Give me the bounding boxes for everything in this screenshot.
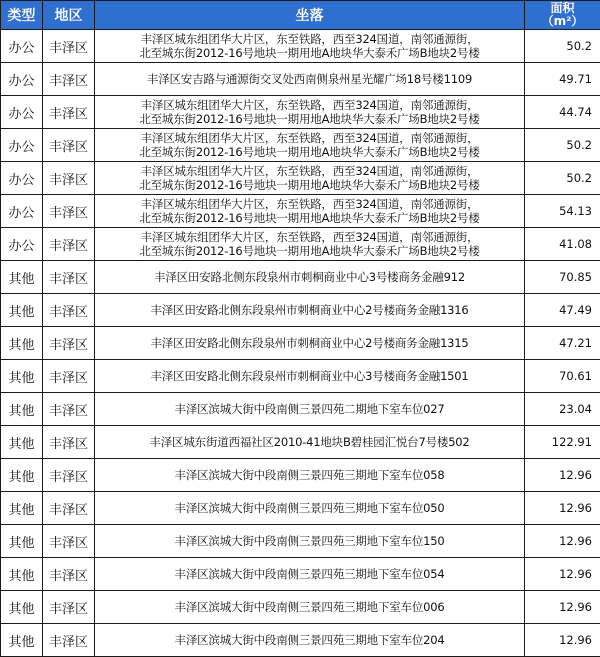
location-line: 丰泽区城东组团华大片区，东至铁路，西至324国道，南邻通源街， bbox=[95, 98, 524, 112]
cell-location bbox=[95, 426, 525, 459]
table-row bbox=[1, 492, 600, 525]
location-line: 丰泽区城东组团华大片区，东至铁路，西至324国道，南邻通源街， bbox=[95, 131, 524, 145]
cell-location bbox=[95, 393, 525, 426]
table-row bbox=[1, 195, 600, 228]
cell-type: 其他 bbox=[1, 558, 43, 591]
location-line: 北至城东街2012-16号地块一期用地A地块华大泰禾广场B地块2号楼 bbox=[95, 178, 524, 192]
cell-area: 50.2 bbox=[525, 30, 600, 63]
header-area bbox=[525, 1, 600, 30]
cell-area: 50.2 bbox=[525, 162, 600, 195]
cell-region: 丰泽区 bbox=[43, 360, 95, 393]
location-line: 北至城东街2012-16号地块一期用地A地块华大泰禾广场B地块2号楼 bbox=[95, 145, 524, 159]
cell-region: 丰泽区 bbox=[43, 591, 95, 624]
cell-location bbox=[95, 492, 525, 525]
header-area-label: 面积 bbox=[525, 2, 600, 15]
table-row bbox=[1, 228, 600, 261]
cell-location bbox=[95, 162, 525, 195]
table-row bbox=[1, 63, 600, 96]
cell-type: 其他 bbox=[1, 492, 43, 525]
cell-type: 办公 bbox=[1, 228, 43, 261]
cell-region: 丰泽区 bbox=[43, 30, 95, 63]
cell-type: 办公 bbox=[1, 162, 43, 195]
cell-region: 丰泽区 bbox=[43, 492, 95, 525]
table-row bbox=[1, 459, 600, 492]
cell-location bbox=[95, 525, 525, 558]
cell-location bbox=[95, 294, 525, 327]
location-line: 丰泽区田安路北侧东段泉州市刺桐商业中心2号楼商务金融1315 bbox=[95, 336, 524, 350]
cell-location bbox=[95, 459, 525, 492]
cell-area: 12.96 bbox=[525, 591, 600, 624]
cell-type: 其他 bbox=[1, 525, 43, 558]
cell-area: 70.61 bbox=[525, 360, 600, 393]
table-header bbox=[1, 1, 600, 30]
cell-location bbox=[95, 228, 525, 261]
table-row bbox=[1, 261, 600, 294]
location-line: 北至城东街2012-16号地块一期用地A地块华大泰禾广场B地块2号楼 bbox=[95, 244, 524, 258]
table-row bbox=[1, 30, 600, 63]
cell-area: 12.96 bbox=[525, 624, 600, 657]
location-line: 丰泽区滨城大街中段南侧三景四苑三期地下室车位006 bbox=[95, 600, 524, 614]
cell-location bbox=[95, 129, 525, 162]
cell-type: 其他 bbox=[1, 360, 43, 393]
location-line: 北至城东街2012-16号地块一期用地A地块华大泰禾广场B地块2号楼 bbox=[95, 211, 524, 225]
cell-region: 丰泽区 bbox=[43, 261, 95, 294]
table-row bbox=[1, 360, 600, 393]
cell-type: 办公 bbox=[1, 129, 43, 162]
location-line: 北至城东街2012-16号地块一期用地A地块华大泰禾广场B地块2号楼 bbox=[95, 112, 524, 126]
location-line: 丰泽区田安路北侧东段泉州市刺桐商业中心2号楼商务金融1316 bbox=[95, 303, 524, 317]
location-line: 丰泽区滨城大街中段南侧三景四苑三期地下室车位054 bbox=[95, 567, 524, 581]
location-line: 丰泽区滨城大街中段南侧三景四苑二期地下室车位027 bbox=[95, 402, 524, 416]
cell-region: 丰泽区 bbox=[43, 525, 95, 558]
cell-type: 其他 bbox=[1, 393, 43, 426]
cell-region: 丰泽区 bbox=[43, 129, 95, 162]
cell-location bbox=[95, 327, 525, 360]
cell-location bbox=[95, 30, 525, 63]
table-row bbox=[1, 294, 600, 327]
location-line: 丰泽区城东街道西福社区2010-41地块B碧桂园汇悦台7号楼502 bbox=[95, 435, 524, 449]
cell-area: 12.96 bbox=[525, 492, 600, 525]
cell-area: 70.85 bbox=[525, 261, 600, 294]
cell-area: 49.71 bbox=[525, 63, 600, 96]
cell-region: 丰泽区 bbox=[43, 558, 95, 591]
table-row bbox=[1, 525, 600, 558]
location-line: 丰泽区滨城大街中段南侧三景四苑三期地下室车位204 bbox=[95, 633, 524, 647]
location-line: 丰泽区城东组团华大片区，东至铁路，西至324国道，南邻通源街， bbox=[95, 164, 524, 178]
cell-area: 44.74 bbox=[525, 96, 600, 129]
cell-location bbox=[95, 195, 525, 228]
location-line: 丰泽区安吉路与通源街交叉处西南侧泉州星光耀广场18号楼1109 bbox=[95, 72, 524, 86]
table-row bbox=[1, 591, 600, 624]
location-line: 丰泽区城东组团华大片区，东至铁路，西至324国道，南邻通源街， bbox=[95, 197, 524, 211]
cell-area: 23.04 bbox=[525, 393, 600, 426]
cell-area: 12.96 bbox=[525, 558, 600, 591]
table-row bbox=[1, 558, 600, 591]
header-location: 坐落 bbox=[95, 1, 525, 30]
header-region: 地区 bbox=[43, 1, 95, 30]
cell-location bbox=[95, 624, 525, 657]
cell-region: 丰泽区 bbox=[43, 96, 95, 129]
cell-area: 50.2 bbox=[525, 129, 600, 162]
cell-location bbox=[95, 591, 525, 624]
cell-location bbox=[95, 558, 525, 591]
cell-area: 47.21 bbox=[525, 327, 600, 360]
table-row bbox=[1, 393, 600, 426]
location-line: 北至城东街2012-16号地块一期用地A地块华大泰禾广场B地块2号楼 bbox=[95, 46, 524, 60]
location-line: 丰泽区滨城大街中段南侧三景四苑三期地下室车位150 bbox=[95, 534, 524, 548]
cell-type: 其他 bbox=[1, 459, 43, 492]
header-type: 类型 bbox=[1, 1, 43, 30]
cell-location bbox=[95, 261, 525, 294]
cell-region: 丰泽区 bbox=[43, 624, 95, 657]
cell-type: 其他 bbox=[1, 327, 43, 360]
cell-type: 办公 bbox=[1, 195, 43, 228]
cell-type: 其他 bbox=[1, 261, 43, 294]
table-row bbox=[1, 162, 600, 195]
cell-region: 丰泽区 bbox=[43, 195, 95, 228]
cell-region: 丰泽区 bbox=[43, 459, 95, 492]
location-line: 丰泽区城东组团华大片区，东至铁路，西至324国道，南邻通源街， bbox=[95, 32, 524, 46]
cell-region: 丰泽区 bbox=[43, 393, 95, 426]
cell-type: 办公 bbox=[1, 30, 43, 63]
cell-region: 丰泽区 bbox=[43, 228, 95, 261]
cell-area: 54.13 bbox=[525, 195, 600, 228]
location-line: 丰泽区滨城大街中段南侧三景四苑三期地下室车位058 bbox=[95, 468, 524, 482]
location-line: 丰泽区城东组团华大片区，东至铁路，西至324国道，南邻通源街， bbox=[95, 230, 524, 244]
cell-region: 丰泽区 bbox=[43, 327, 95, 360]
cell-type: 其他 bbox=[1, 294, 43, 327]
cell-type: 其他 bbox=[1, 624, 43, 657]
table-row bbox=[1, 426, 600, 459]
table-row bbox=[1, 327, 600, 360]
cell-type: 其他 bbox=[1, 426, 43, 459]
cell-area: 47.49 bbox=[525, 294, 600, 327]
table-body bbox=[1, 30, 600, 657]
cell-location bbox=[95, 63, 525, 96]
cell-area: 12.96 bbox=[525, 525, 600, 558]
cell-area: 41.08 bbox=[525, 228, 600, 261]
cell-region: 丰泽区 bbox=[43, 294, 95, 327]
table-row bbox=[1, 129, 600, 162]
table-row bbox=[1, 624, 600, 657]
cell-location bbox=[95, 360, 525, 393]
cell-region: 丰泽区 bbox=[43, 426, 95, 459]
header-area-unit: （m²） bbox=[525, 15, 600, 28]
cell-area: 122.91 bbox=[525, 426, 600, 459]
location-line: 丰泽区田安路北侧东段泉州市刺桐商业中心3号楼商务金融1501 bbox=[95, 369, 524, 383]
table-row bbox=[1, 96, 600, 129]
cell-type: 办公 bbox=[1, 96, 43, 129]
cell-region: 丰泽区 bbox=[43, 162, 95, 195]
location-line: 丰泽区田安路北侧东段泉州市刺桐商业中心3号楼商务金融912 bbox=[95, 270, 524, 284]
cell-region: 丰泽区 bbox=[43, 63, 95, 96]
cell-location bbox=[95, 96, 525, 129]
cell-type: 其他 bbox=[1, 591, 43, 624]
cell-area: 12.96 bbox=[525, 459, 600, 492]
cell-type: 办公 bbox=[1, 63, 43, 96]
location-line: 丰泽区滨城大街中段南侧三景四苑三期地下室车位050 bbox=[95, 501, 524, 515]
